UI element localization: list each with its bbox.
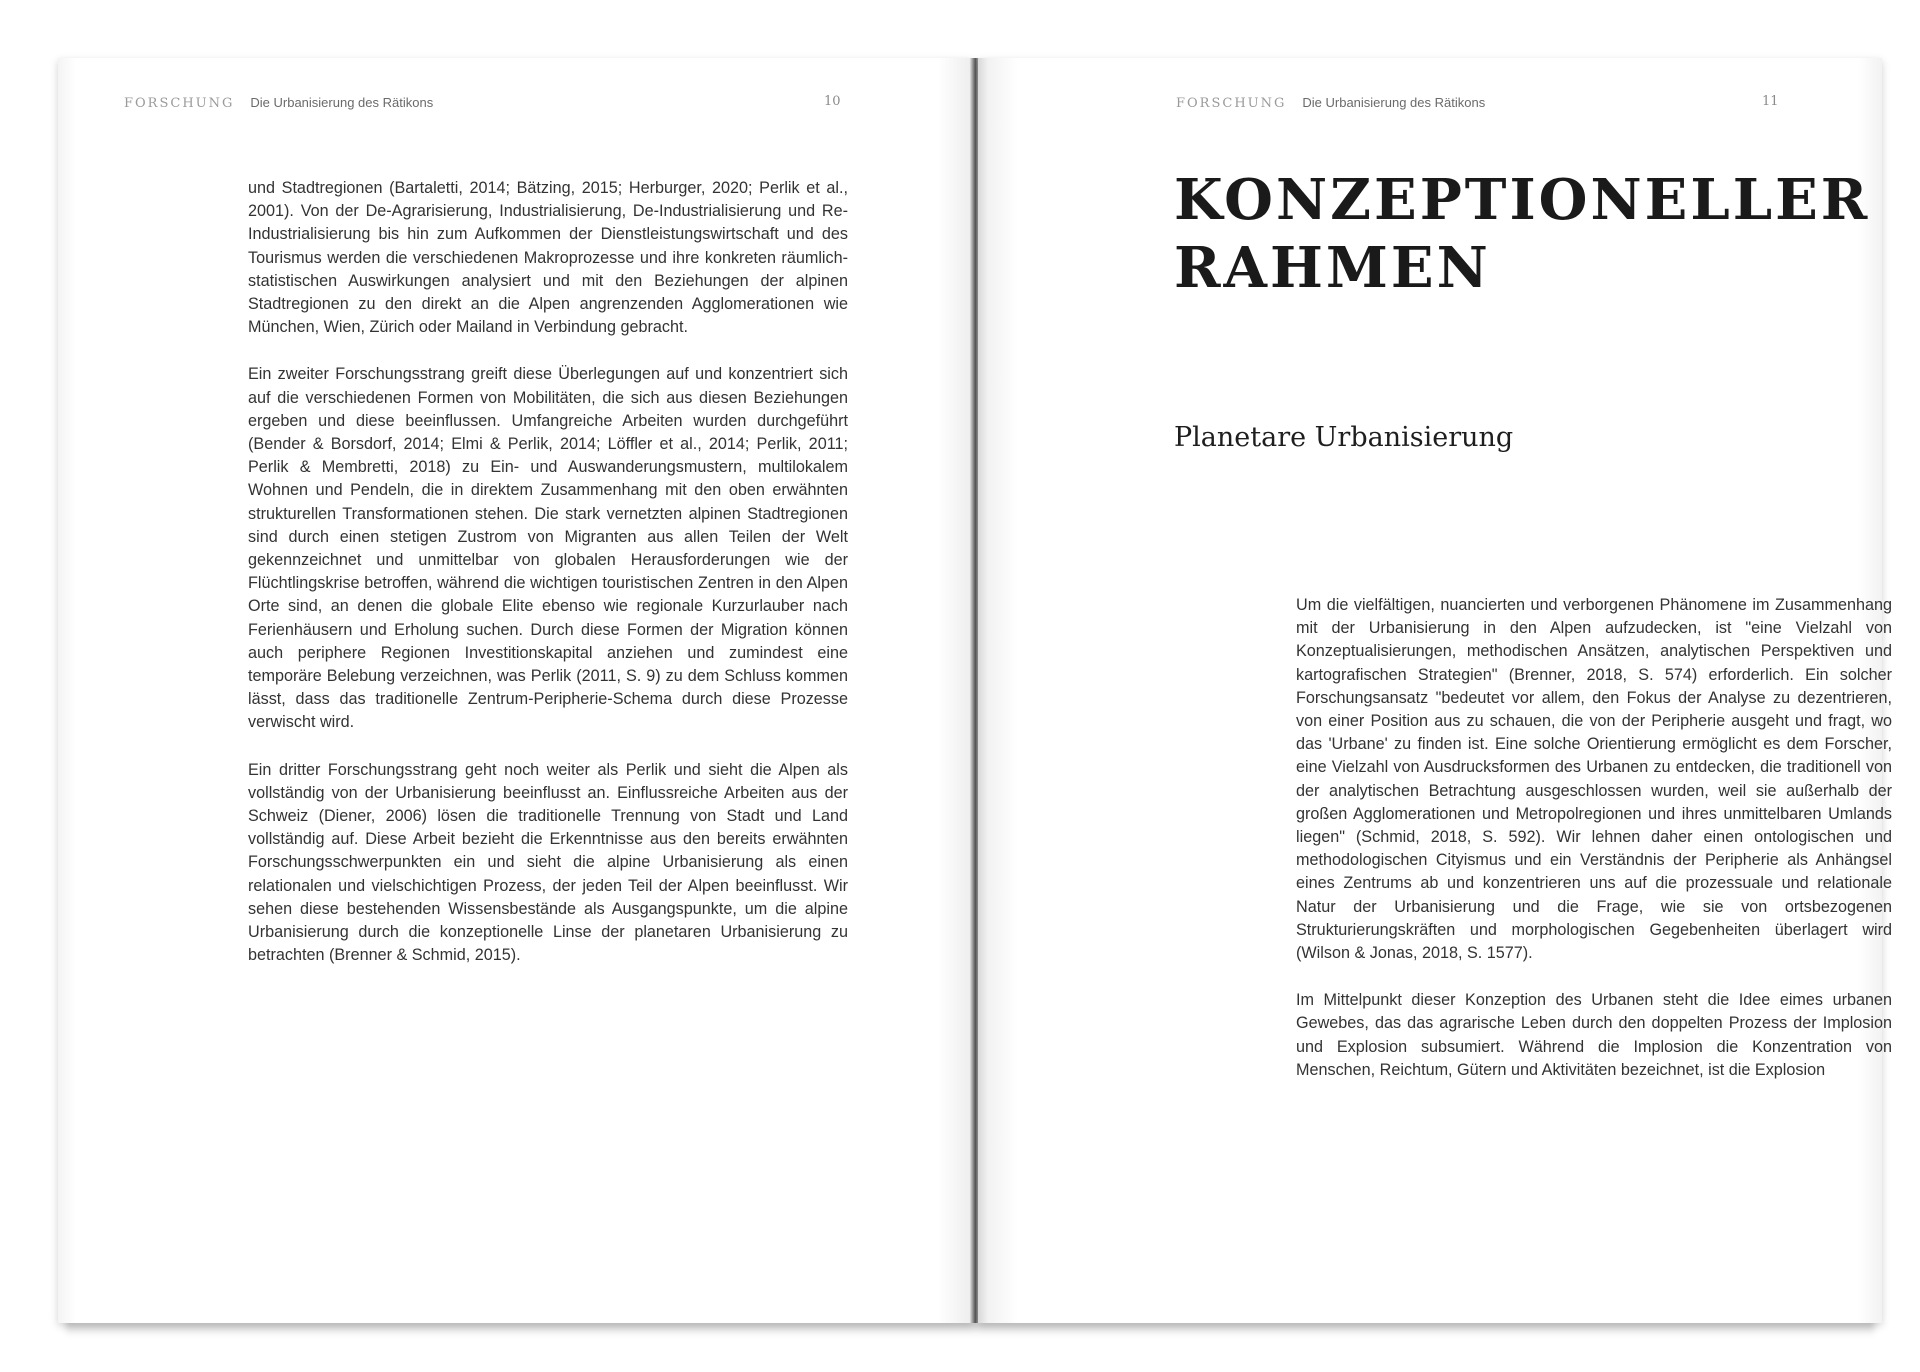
paragraph: Ein dritter Forschungsstrang geht noch weiter als Perlik und sieht die Alpen als vollständig von der Urbanisierung beeinflusst an. Einflussreiche Arbeiten aus der Schweiz (Diener, 2006) lösen die traditionelle Trennung von Stadt und Land vollständig auf. Diese Arbeit bezieht die Erkenntnisse aus den bereits erwähnten Forschungsschwerpunkten ein und sieht die alpine Urbanisierung als einen relationalen und vielschichtigen Prozess, der jeden Teil der Alpen beeinflusst. Wir sehen diese bestehenden Wissensbestände als Ausgangspunkte, um die alpine Urbanisierung durch die konzeptionelle Linse der planetaren Urbanisierung zu betrachten (Brenner & Schmid, 2015). bbox=[248, 760, 848, 965]
paragraph: Ein zweiter Forschungsstrang greift diese Überlegungen auf und konzentriert sich auf die verschiedenen Formen von Mobilitäten, die sich aus diesen Beziehungen ergeben und diese beeinflussen. Umfangreiche Arbeiten wurden durchgeführt (Bender & Borsdorf, 2014; Elmi & Perlik, 2014; Löffler et al., 2014; Perlik, 2011; Perlik & Membretti, 2018) zu Ein- und Auswanderungsmustern, multilokalem Wohnen und Pendeln, die in direktem Zusammenhang mit den oben erwähnten strukturellen Transformationen stehen. Die stark vernetzten alpinen Stadtregionen sind durch einen stetigen Zustrom von Migranten aus allen Teilen der Welt gekennzeichnet und unmittelbar von globalen Herausforderungen wie der Flüchtlingskrise betroffen, während die wichtigen touristischen Zentren in den Alpen Orte sind, an denen die globale Elite ebenso wie regionale Kurzurlauber nach Ferienhäusern und Erholung suchen. Durch diese Formen der Migration können auch periphere Regionen Investitionskapital anziehen und zumindest eine temporäre Belebung verzeichnen, was Perlik (2011, S. 9) zu dem Schluss kommen lässt, dass das traditionelle Zentrum-Peripherie-Schema durch diese Prozesse verwischt wird. bbox=[248, 365, 848, 732]
right-page bbox=[978, 58, 1892, 1323]
paragraph: und Stadtregionen (Bartaletti, 2014; Bätzing, 2015; Herburger, 2020; Perlik et al., 2001). Von der De-Agrarisierung, Industrialisierung, De-Industrialisierung und Re-Industrialisierung bis hin zum Aufkommen der Dienstleistungswirtschaft und des Tourismus werden die verschiedenen Makroprozesse und ihre konkreten räumlich-statistischen Auswirkungen analysiert und mit den Beziehungen der alpinen Stadtregionen zu den direkt an die Alpen angrenzenden Agglomerationen wie München, Wien, Zürich oder Mailand in Verbindung gebracht. bbox=[248, 179, 848, 337]
running-head-section: FORSCHUNG bbox=[124, 96, 235, 111]
running-head-right bbox=[1176, 95, 1485, 115]
running-head-section: FORSCHUNG bbox=[1176, 96, 1287, 111]
running-head-title: Die Urbanisierung des Rätikons bbox=[250, 95, 434, 110]
chapter-title bbox=[1174, 166, 1871, 302]
chapter-title-line: RAHMEN bbox=[1174, 235, 1491, 301]
book-spread bbox=[58, 58, 1892, 1323]
left-body-text bbox=[248, 177, 848, 992]
paragraph: Im Mittelpunkt dieser Konzeption des Urbanen steht die Idee eimes urbanen Gewebes, das das agrarische Leben durch den doppelten Prozess der Implosion und Explosion subsumiert. Während die Implosion die Konzentration von Menschen, Reichtum, Gütern und Aktivitäten bezeichnet, ist die Explosion bbox=[1296, 991, 1892, 1079]
section-subtitle: Planetare Urbanisierung bbox=[1174, 422, 1514, 453]
running-head-title: Die Urbanisierung des Rätikons bbox=[1302, 95, 1486, 110]
chapter-title-line: KONZEPTIONELLER bbox=[1174, 167, 1871, 233]
page-number: 11 bbox=[1762, 94, 1779, 109]
running-head-left bbox=[124, 95, 433, 115]
page-number: 10 bbox=[824, 94, 841, 109]
left-page bbox=[58, 58, 974, 1323]
paragraph: Um die vielfältigen, nuancierten und verborgenen Phänomene im Zusammenhang mit der Urbanisierung in den Alpen aufzudecken, ist "eine Vielzahl von Konzeptualisierungen, methodischen Ansätzen, analytischen Perspektiven und kartografischen Strategien" (Brenner, 2018, S. 574) erforderlich. Ein solcher Forschungsansatz "bedeutet vor allem, den Fokus der Analyse zu dezentrieren, von einer Position aus zu schauen, die von der Peripherie ausgeht und fragt, wo das 'Urbane' zu finden ist. Eine solche Orientierung ermöglicht es dem Forscher, eine Vielzahl von Ausdrucksformen des Urbanen zu entdecken, die traditionell von der analytischen Betrachtung ausgeschlossen wurden, weil sie außerhalb der großen Agglomerationen und Metropolregionen und ihres unmittelbaren Umlands liegen" (Schmid, 2018, S. 592). Wir lehnen daher einen ontologischen und methodologischen Cityismus und ein Verständnis der Peripherie als Anhängsel eines Zentrums ab und konzentrieren uns auf die prozessuale und relationale Natur der Urbanisierung und die Frage, wie sie von ortsbezogenen Strukturierungskräften und morphologischen Gegebenheiten überlagert wird (Wilson & Jonas, 2018, S. 1577). bbox=[1296, 596, 1892, 963]
right-body-text bbox=[1296, 594, 1892, 1106]
